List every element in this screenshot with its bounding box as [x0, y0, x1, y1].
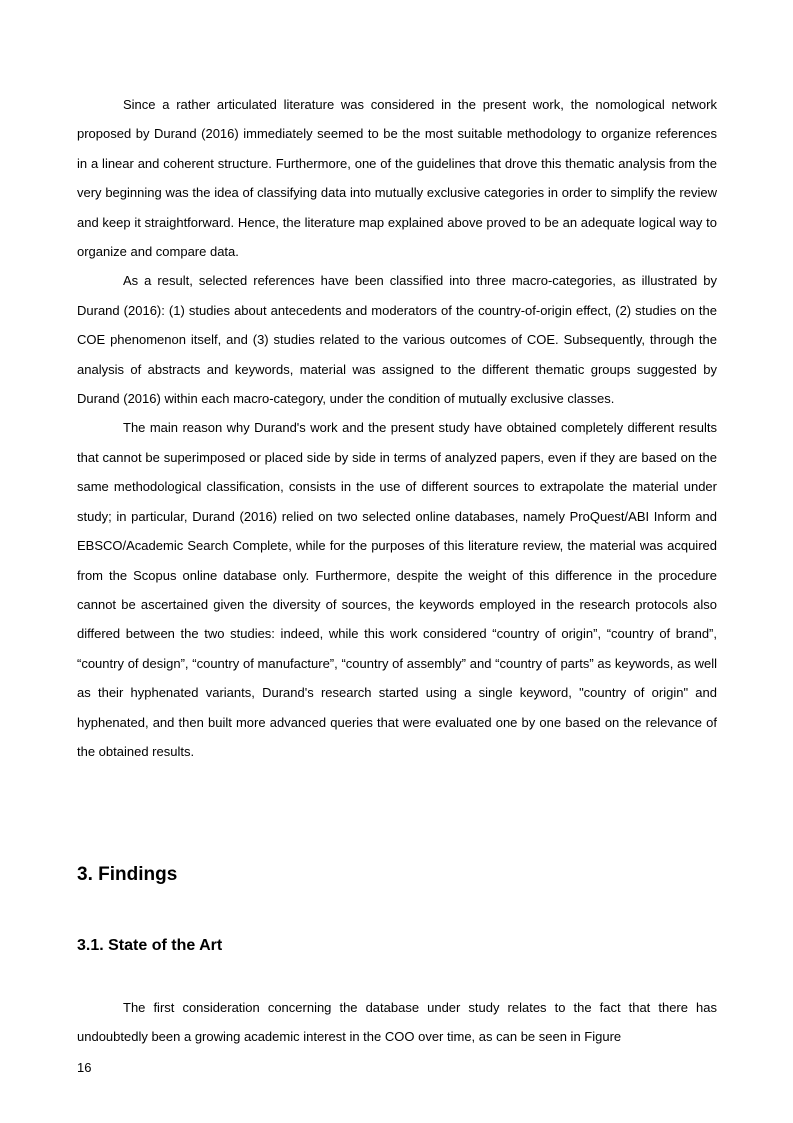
paragraph-comparison: The main reason why Durand's work and the present study have obtained completely different results that cannot be superimposed or placed side by side in terms of analyzed papers, even if they are based on the same methodological classification, consists in the use of different sources to extrapolate the material under study; in particular, Durand (2016) relied on two selected online databases, namely ProQuest/ABI Inform and EBSCO/Academic Search Complete, while for the purposes of this literature review, the material was acquired from the Scopus online database only. Furthermore, despite the weight of this difference in the procedure cannot be ascertained given the diversity of sources, the keywords employed in the research protocols also differed between the two studies: indeed, while this work considered “country of origin”, “country of brand”, “country of design”, “country of manufacture”, “country of assembly” and “country of parts” as keywords, as well as their hyphenated variants, Durand's research started using a single keyword, "country of origin" and hyphenated, and then built more advanced queries that were evaluated one by one based on the relevance of the obtained results.: [77, 420, 717, 759]
paragraph-macro-categories: As a result, selected references have been classified into three macro-categories, as illustrated by Durand (2016): (1) studies about antecedents and moderators of the country-of-origin effect, (2) studies on the COE phenomenon itself, and (3) studies related to the various outcomes of COE. Subsequently, through the analysis of abstracts and keywords, material was assigned to the different thematic groups suggested by Durand (2016) within each macro-category, under the condition of mutually exclusive classes.: [77, 273, 717, 407]
section-heading: 3. Findings: [77, 864, 178, 885]
paragraph-methodology: Since a rather articulated literature was considered in the present work, the nomological network proposed by Durand (2016) immediately seemed to be the most suitable methodology to organize references in a linear and coherent structure. Furthermore, one of the guidelines that drove this thematic analysis from the very beginning was the idea of classifying data into mutually exclusive categories in order to simplify the review and keep it straightforward. Hence, the literature map explained above proved to be an adequate logical way to organize and compare data.: [77, 97, 717, 260]
body-text-block: [77, 90, 717, 766]
page-number: 16: [77, 1060, 92, 1075]
paragraph-state-of-art: The first consideration concerning the database under study relates to the fact that there has undoubtedly been a growing academic interest in the COO over time, as can be seen in Figure: [77, 1000, 717, 1045]
section-body-text: [77, 993, 717, 1052]
subsection-heading: 3.1. State of the Art: [77, 937, 223, 954]
